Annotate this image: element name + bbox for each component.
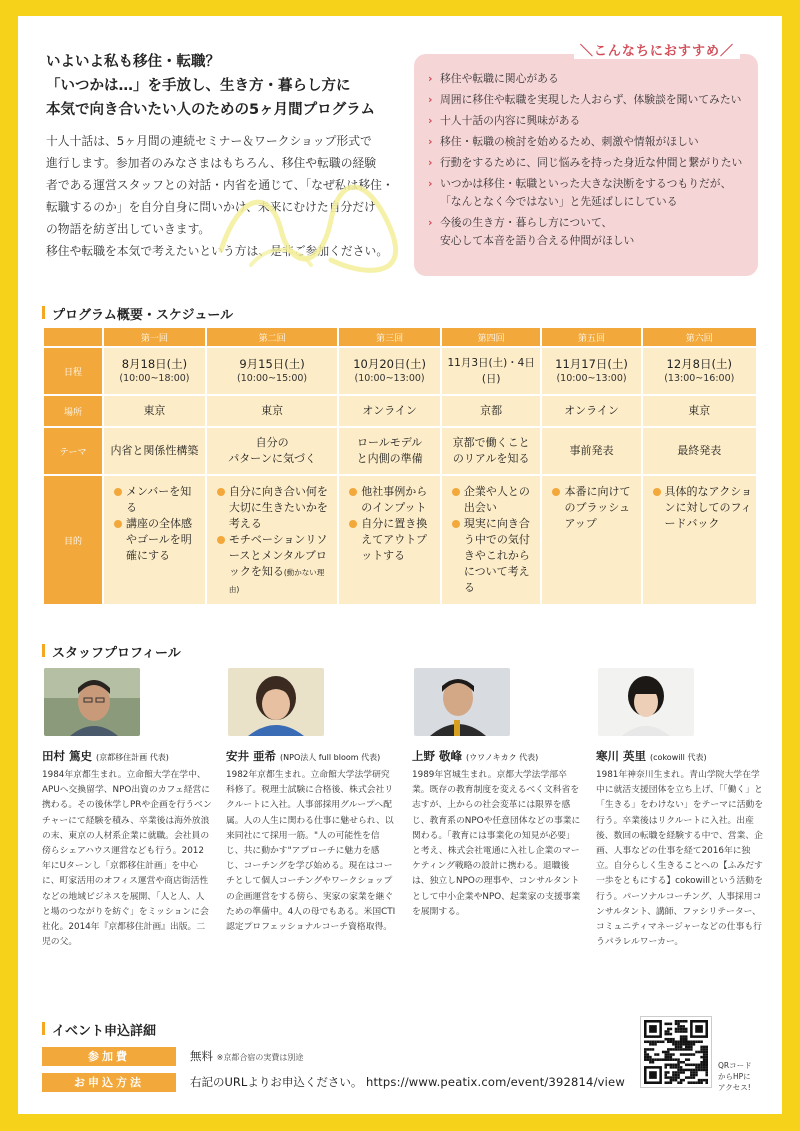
intro-body [46, 130, 406, 262]
session-label: 第五回 [541, 327, 641, 347]
session-goals-cell [441, 475, 542, 605]
session-date: 12月8日(土) [666, 357, 732, 371]
intro-body-line: の物語を紡ぎ出していきます。 [46, 222, 211, 236]
session-date: 8月18日(土) [121, 357, 188, 371]
session-date: 11月3日(土)・4日(日) [447, 357, 535, 385]
staff-name-line [226, 748, 396, 764]
session-time: (10:00~18:00) [119, 373, 190, 384]
headline-line-1: いよいよ私も移住・転職？ [46, 54, 220, 70]
staff-org: (NPO法人 full bloom 代表) [280, 753, 381, 762]
goal-item: 企業や人との出会い [452, 484, 537, 516]
session-date-cell [642, 347, 757, 395]
person-photo-icon [598, 668, 694, 736]
staff-name-line [596, 748, 766, 764]
schedule-corner [43, 327, 103, 347]
session-label: 第三回 [338, 327, 441, 347]
session-theme: 事前発表 [541, 427, 641, 475]
session-theme: 最終発表 [642, 427, 757, 475]
goal-item: メンバーを知る [114, 484, 201, 516]
staff-name: 寒川 英里 [596, 749, 647, 763]
intro-body-line: 転職するのか」を自分自身に問いかけ、未来にむけた自分だけ [46, 200, 376, 214]
goal-item: 具体的なアクションに対してのフィードバック [653, 484, 752, 532]
recommend-item: › 今後の生き方・暮らし方について、 安心して本音を語り合える仲間がほしい [426, 214, 746, 250]
schedule-goal-row [43, 475, 757, 605]
goal-item [217, 532, 333, 598]
qr-code-icon [644, 1020, 708, 1084]
session-date-cell [206, 347, 338, 395]
goal-note: (動かない理由) [228, 568, 325, 594]
intro-body-line: 者である運営スタッフとの対話・内省を通じて、「なぜ私は移住・ [46, 178, 394, 192]
session-place: 京都 [441, 395, 542, 427]
session-goals-cell [103, 475, 206, 605]
intro-section [46, 50, 406, 262]
session-place: 東京 [103, 395, 206, 427]
fee-note: ※京都合宿の実費は別途 [216, 1053, 304, 1062]
qr-code[interactable] [640, 1016, 712, 1088]
intro-body-line: 進行します。参加者のみなさまはもちろん、移住や転職の経験 [46, 156, 377, 170]
recommend-item: › いつかは移住・転職といった大きな決断をするつもりだが、 「なんとなく今ではない」と先延ばしにしている [426, 175, 746, 211]
intro-body-line: 移住や転職を本気で考えたいという方は、是非ご参加ください。 [46, 244, 389, 258]
apply-row [42, 1072, 625, 1092]
session-place: オンライン [338, 395, 441, 427]
session-date-cell [541, 347, 641, 395]
staff-photo-avatar [414, 668, 510, 736]
session-goals-cell [338, 475, 441, 605]
session-date: 9月15日(土) [239, 357, 305, 371]
session-theme: ロールモデル と内側の準備 [338, 427, 441, 475]
goal-list [542, 476, 640, 536]
schedule-theme-row [43, 427, 757, 475]
session-date-cell [441, 347, 542, 395]
staff-section-title: スタッフプロフィール [42, 642, 181, 661]
schedule-place-row [43, 395, 757, 427]
recommend-box [414, 44, 758, 276]
fee-value: 無料 [190, 1049, 213, 1063]
staff-name: 安井 亜希 [226, 749, 277, 763]
session-goals-cell [541, 475, 641, 605]
staff-org: (cokowill 代表) [650, 753, 707, 762]
session-label: 第六回 [642, 327, 757, 347]
event-section-title: イベント申込詳細 [42, 1020, 156, 1039]
staff-name-line [412, 748, 582, 764]
goal-list [207, 476, 337, 602]
recommend-item: › 移住・転職の検討を始めるため、刺激や情報がほしい [426, 133, 746, 151]
schedule-date-row [43, 347, 757, 395]
recommend-item: › 周囲に移住や転職を実現した人おらず、体験談を聞いてみたい [426, 91, 746, 109]
session-time: (13:00~16:00) [664, 373, 735, 384]
schedule-header-row [43, 327, 757, 347]
staff-card [596, 668, 766, 950]
goal-list [442, 476, 541, 600]
session-time: (10:00~13:00) [354, 373, 425, 384]
recommend-item: › 移住や転職に関心がある [426, 70, 746, 88]
session-label: 第四回 [441, 327, 542, 347]
row-label-date: 日程 [43, 347, 103, 395]
staff-bio: 1984年京都生まれ。立命館大学在学中、APUへ交換留学、NPO出資のカフェ経営に携わる。その後休学しPRや企画を行うベンチャーにて経験を積み、卒業後は海外放浪の末、東京の人材系企業に就職。会社員の傍らシェアハウス運営なども行う。2012年にUターンし「京都移住計画」を中心に、町家活用のオフィス運営や商店街活性などの地域ビジネスを展開、「人と人、人と場のつながりを紡ぐ」をミッションに会社化。2014年『京都移住計画』出版。二児の父。 [42, 770, 212, 948]
session-date: 11月17日(土) [555, 357, 628, 371]
recommend-list [426, 70, 746, 250]
row-label-place: 場所 [43, 395, 103, 427]
goal-item: 現実に向き合う中での気付きやこれからについて考える [452, 516, 537, 596]
fee-row [42, 1046, 303, 1066]
headline-line-3: 本気で向き合いたい人のための5ヶ月間プログラム [46, 102, 375, 118]
session-date-cell [338, 347, 441, 395]
session-place: 東京 [642, 395, 757, 427]
staff-name: 田村 篤史 [42, 749, 93, 763]
schedule-table [42, 326, 758, 606]
session-date: 10月20日(土) [353, 357, 426, 371]
fee-value-line [190, 1048, 303, 1064]
goal-item: 他社事例からのインプット [349, 484, 436, 516]
session-theme: 内省と関係性構築 [103, 427, 206, 475]
session-place: オンライン [541, 395, 641, 427]
staff-photo-avatar [44, 668, 140, 736]
headline [46, 50, 406, 122]
staff-bio: 1982年京都生まれ。立命館大学法学研究科修了。税理士試験に合格後、株式会社リクルートに入社。人事部採用グループへ配属。人の人生に関わる仕事に魅せられ、以来同社にて採用一筋。"人の可能性を信じ、共に動かす"アプローチに魅力を感じ、コーチングを学び始める。現在はコーチとして個人コーチングやワークショップの企画運営をする傍ら、実家の家業を継ぐための準備中。4人の母でもある。米国CTI認定プロフェッショナルコーチ資格取得。 [226, 770, 396, 933]
recommend-item: › 行動をするために、同じ悩みを持った身近な仲間と繋がりたい [426, 154, 746, 172]
recommend-title: ＼こんなちにおすすめ／ [574, 40, 740, 59]
session-label: 第一回 [103, 327, 206, 347]
session-goals-cell [206, 475, 338, 605]
apply-label: お申込方法 [42, 1073, 176, 1092]
fee-label: 参加費 [42, 1047, 176, 1066]
staff-photo-avatar [228, 668, 324, 736]
flyer-page [18, 16, 782, 1114]
goal-item: 自分に置き換えてアウトプットする [349, 516, 436, 564]
session-label: 第二回 [206, 327, 338, 347]
session-theme: 京都で働くこと のリアルを知る [441, 427, 542, 475]
apply-url-link[interactable]: https://www.peatix.com/event/392814/view [365, 1075, 625, 1089]
session-theme: 自分の パターンに気づく [206, 427, 338, 475]
staff-org: (ウワノキカク 代表) [466, 753, 539, 762]
goal-list [339, 476, 440, 568]
staff-photo-avatar [598, 668, 694, 736]
person-photo-icon [228, 668, 324, 736]
staff-card [226, 668, 396, 935]
session-date-cell [103, 347, 206, 395]
schedule-section-title: プログラム概要・スケジュール [42, 304, 233, 323]
goal-item: 講座の全体感やゴールを明確にする [114, 516, 201, 564]
goal-item-text: モチベーションリソースとメンタルブロックを知る [228, 533, 328, 578]
person-photo-icon [44, 668, 140, 736]
session-place: 東京 [206, 395, 338, 427]
goal-item: 自分に向き合い何を大切に生きたいかを考える [217, 484, 333, 532]
apply-value-line [190, 1074, 625, 1090]
headline-line-2: 「いつかは…」を手放し、生き方・暮らし方に [46, 78, 351, 94]
staff-card [412, 668, 582, 920]
goal-list [104, 476, 205, 568]
session-goals-cell [642, 475, 757, 605]
staff-org: (京都移住計画 代表) [96, 753, 169, 762]
row-label-theme: テーマ [43, 427, 103, 475]
staff-name: 上野 敬峰 [412, 749, 463, 763]
staff-bio: 1989年宮城生まれ。京都大学法学部卒業。既存の教育制度を変えるべく文科省を志すが、上からの社会変革には限界を感じ、教育系のNPOや任意団体などの事業に関わる。「教育には事業化の知見が必要」と考え、株式会社電通に入社し企業のマーケティング戦略の設計に携わる。退職後は、独立しNPOの理事や、コンサルタントとして中小企業やNPO、起業家の支援事業を展開する。 [412, 770, 581, 917]
apply-text: 右記のURLよりお申込ください。 [190, 1075, 363, 1089]
staff-card [42, 668, 212, 950]
row-label-goal: 目的 [43, 475, 103, 605]
person-photo-icon [414, 668, 510, 736]
session-time: (10:00~13:00) [556, 373, 627, 384]
recommend-item: › 十人十話の内容に興味がある [426, 112, 746, 130]
qr-caption: QRコード からHPに アクセス! [718, 1061, 752, 1092]
goal-item: 本番に向けてのブラッシュアップ [552, 484, 636, 532]
staff-bio: 1981年神奈川生まれ。青山学院大学在学中に就活支援団体を立ち上げ、「「働く」と「生きる」をわけない」をテーマに活動を行う。卒業後はリクルートに入社。出産後、数回の転職を経験する中で、営業、企画、人事などの仕事を経て2016年に独立。自分らしく生きることへの【ふみだす一歩をともにする】cokowillという活動を行う。パーソナルコーチング、人事採用コンサルタント、講師、ファシリテーター、コミュニティマネージャーなどの仕事も行うパラレルワーカー。 [596, 770, 764, 948]
session-time: (10:00~15:00) [237, 373, 308, 384]
staff-name-line [42, 748, 212, 764]
intro-body-line: 十人十話は、5ヶ月間の連続セミナー＆ワークショップ形式で [46, 134, 372, 148]
goal-list [643, 476, 756, 536]
